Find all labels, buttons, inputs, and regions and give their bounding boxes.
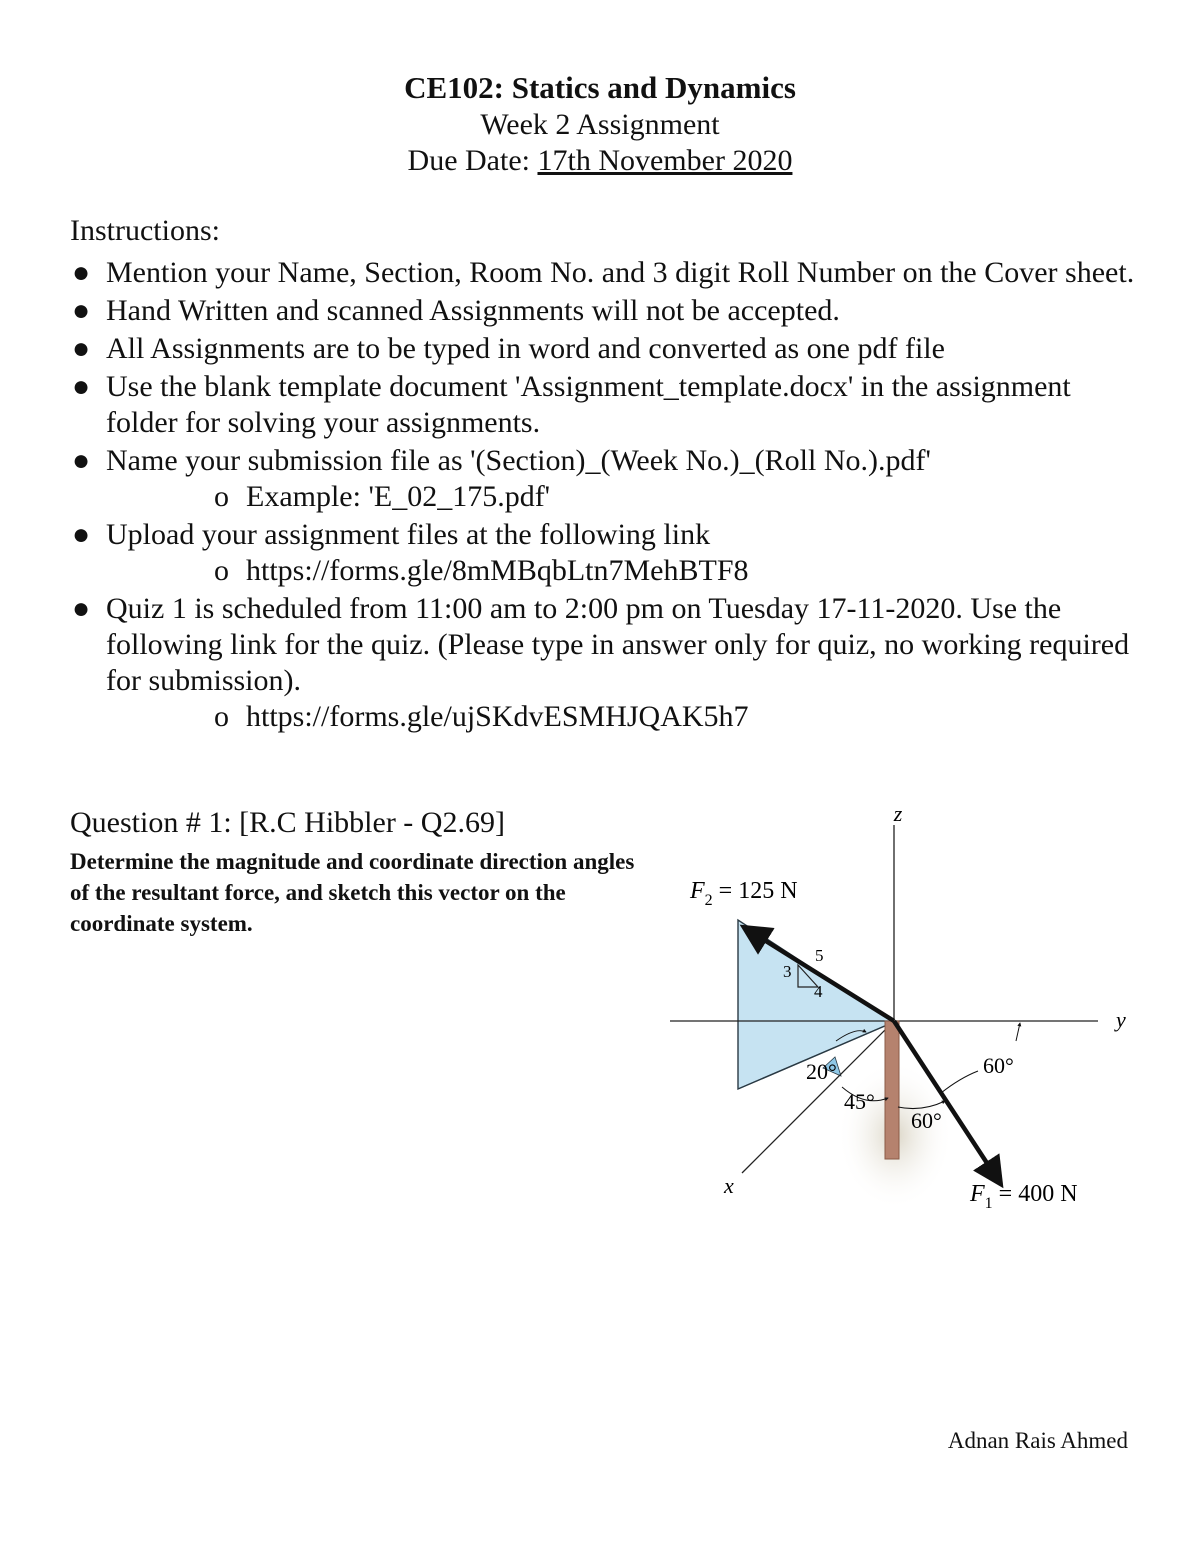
author-name: Adnan Rais Ahmed (947, 1428, 1128, 1453)
f1-label: $F_1 = 400$ N (970, 1181, 1078, 1212)
angle-arc-60-top (1016, 1023, 1020, 1041)
quiz-link[interactable]: https://forms.gle/ujSKdvESMHJQAK5h7 (246, 700, 749, 733)
question-text: Determine the magnitude and coordinate direction angles of the resultant force, and sketch this vector on the coordinate system. (70, 849, 635, 936)
angle-60-upper-label: 60° (983, 1053, 1014, 1078)
instruction-subitem (106, 553, 1135, 589)
instruction-item (70, 591, 1135, 735)
bullet-icon: ● (72, 592, 91, 625)
bullet-icon: ● (72, 444, 91, 477)
instructions-heading: Instructions: (70, 214, 220, 247)
f2-label: $F_2 = 125$ N (690, 878, 798, 909)
due-date-value: 17th November 2020 (537, 144, 793, 177)
instruction-subitem (106, 699, 1135, 735)
x-axis-label: x (724, 1173, 734, 1198)
triangle-side-5: 5 (815, 946, 824, 965)
instruction-text: Hand Written and scanned Assignments will not be accepted. (106, 294, 840, 327)
triangle-side-3: 3 (783, 962, 792, 981)
triangle-side-4: 4 (814, 982, 823, 1001)
force-diagram (660, 795, 1140, 1220)
instruction-text: Use the blank template document 'Assignment_template.docx' in the assignment folder for solving your assignments. (106, 370, 1071, 439)
instruction-item (70, 517, 1135, 589)
course-title: CE102: Statics and Dynamics (404, 70, 796, 105)
example-filename: Example: 'E_02_175.pdf' (246, 480, 551, 513)
instruction-text: Upload your assignment files at the following link (106, 518, 711, 551)
post (885, 1021, 899, 1159)
instruction-text: Mention your Name, Section, Room No. and 3 digit Roll Number on the Cover sheet. (106, 256, 1135, 289)
upload-link[interactable]: https://forms.gle/8mMBqbLtn7MehBTF8 (246, 554, 749, 587)
angle-20-label: 20° (806, 1059, 837, 1084)
sub-bullet-icon: o (214, 700, 229, 733)
bullet-icon: ● (72, 294, 91, 327)
bullet-icon: ● (72, 256, 91, 289)
instruction-text: All Assignments are to be typed in word and converted as one pdf file (106, 332, 945, 365)
question-title: Question # 1: [R.C Hibbler - Q2.69] (70, 806, 505, 839)
z-axis-label: z (893, 801, 903, 826)
bullet-icon: ● (72, 332, 91, 365)
instruction-item (70, 293, 1135, 329)
instruction-item (70, 255, 1135, 291)
instruction-text: Quiz 1 is scheduled from 11:00 am to 2:00 pm on Tuesday 17-11-2020. Use the following link for the quiz. (Please type in answer only for quiz, no working required for submission). (106, 592, 1130, 697)
instructions-list (70, 255, 1135, 737)
angle-45-label: 45° (844, 1089, 875, 1114)
instruction-subitem (106, 479, 1135, 515)
instruction-item (70, 331, 1135, 367)
y-axis-label: y (1116, 1007, 1126, 1032)
due-date-line (0, 144, 1200, 178)
bullet-icon: ● (72, 370, 91, 403)
instruction-item (70, 369, 1135, 441)
instruction-item (70, 443, 1135, 515)
sub-bullet-icon: o (214, 554, 229, 587)
sub-bullet-icon: o (214, 480, 229, 513)
angle-arc-60-upper (941, 1071, 978, 1093)
angle-60-lower-label: 60° (911, 1108, 942, 1133)
instruction-text: Name your submission file as '(Section)_(Week No.)_(Roll No.).pdf' (106, 444, 931, 477)
assignment-week: Week 2 Assignment (480, 108, 720, 141)
bullet-icon: ● (72, 518, 91, 551)
due-date-label: Due Date: (407, 144, 538, 177)
